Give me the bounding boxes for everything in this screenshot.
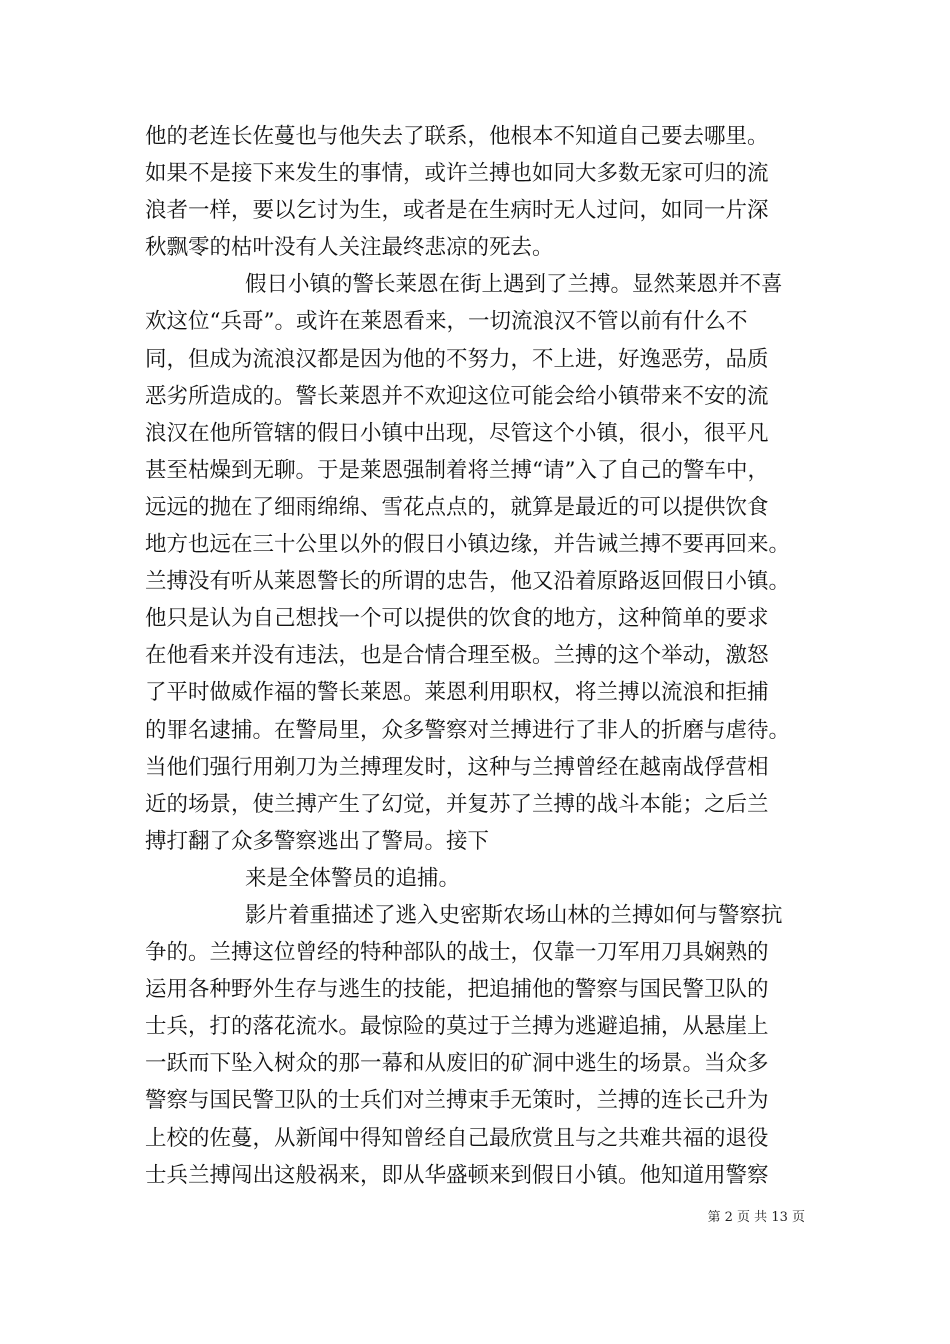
text-line: 在他看来并没有违法，也是合情合理至极。兰搏的这个举动，激怒	[145, 643, 769, 669]
text-line: 恶劣所造成的。警长莱恩并不欢迎这位可能会给小镇带来不安的流	[145, 383, 769, 409]
text-line: 地方也远在三十公里以外的假日小镇边缘，并告诫兰搏不要再回来。	[145, 532, 791, 558]
page-number: 第 2 页 共 13 页	[707, 1210, 805, 1225]
text-line: 一跃而下坠入树众的那一幕和从废旧的矿洞中逃生的场景。当众多	[145, 1051, 769, 1077]
text-line: 了平时做威作福的警长莱恩。莱恩利用职权，将兰搏以流浪和拒捕	[145, 680, 769, 706]
text-line: 搏打翻了众多警察逃出了警局。接下	[145, 828, 490, 854]
text-line: 兰搏没有听从莱恩警长的所谓的忠告，他又沿着原路返回假日小镇。	[145, 569, 791, 595]
text-line: 远远的抛在了细雨绵绵、雪花点点的，就算是最近的可以提供饮食	[145, 494, 769, 520]
body-text	[145, 118, 845, 1194]
text-line: 当他们强行用剃刀为兰搏理发时，这种与兰搏曾经在越南战俘营相	[145, 754, 769, 780]
text-line: 同，但成为流浪汉都是因为他的不努力，不上进，好逸恶劳，品质	[145, 346, 769, 372]
text-line: 争的。兰搏这位曾经的特种部队的战士，仅靠一刀军用刀具娴熟的	[145, 940, 769, 966]
text-line: 士兵兰搏闯出这般祸来，即从华盛顿来到假日小镇。他知道用警察	[145, 1162, 769, 1188]
text-line: 的罪名逮捕。在警局里，众多警察对兰搏进行了非人的折磨与虐待。	[145, 717, 791, 743]
text-line: 近的场景，使兰搏产生了幻觉，并复苏了兰搏的战斗本能；之后兰	[145, 791, 769, 817]
text-line: 影片着重描述了逃入史密斯农场山林的兰搏如何与警察抗	[245, 902, 783, 928]
text-line: 他的老连长佐蔓也与他失去了联系，他根本不知道自己要去哪里。	[145, 124, 769, 149]
text-line: 警察与国民警卫队的士兵们对兰搏束手无策时，兰搏的连长己升为	[145, 1088, 769, 1114]
text-line: 士兵，打的落花流水。最惊险的莫过于兰搏为逃避追捕，从悬崖上	[145, 1014, 769, 1040]
text-line: 浪者一样，要以乞讨为生，或者是在生病时无人过问，如同一片深	[145, 198, 769, 224]
text-line: 如果不是接下来发生的事情，或许兰搏也如同大多数无家可归的流	[145, 161, 769, 187]
text-line: 假日小镇的警长莱恩在街上遇到了兰搏。显然莱恩并不喜	[245, 272, 783, 298]
text-line: 浪汉在他所管辖的假日小镇中出现，尽管这个小镇，很小，很平凡	[145, 420, 769, 446]
text-line: 上校的佐蔓，从新闻中得知曾经自己最欣赏且与之共难共福的退役	[145, 1125, 769, 1151]
text-line: 运用各种野外生存与逃生的技能，把追捕他的警察与国民警卫队的	[145, 977, 769, 1003]
text-line: 来是全体警员的追捕。	[245, 865, 461, 891]
text-line: 欢这位“兵哥”。或许在莱恩看来，一切流浪汉不管以前有什么不	[145, 309, 748, 335]
text-line: 甚至枯燥到无聊。于是莱恩强制着将兰搏“请”入了自己的警车中，	[145, 457, 769, 483]
text-line: 他只是认为自己想找一个可以提供的饮食的地方，这种简单的要求	[145, 606, 769, 632]
text-line: 秋飘零的枯叶没有人关注最终悲凉的死去。	[145, 235, 554, 261]
